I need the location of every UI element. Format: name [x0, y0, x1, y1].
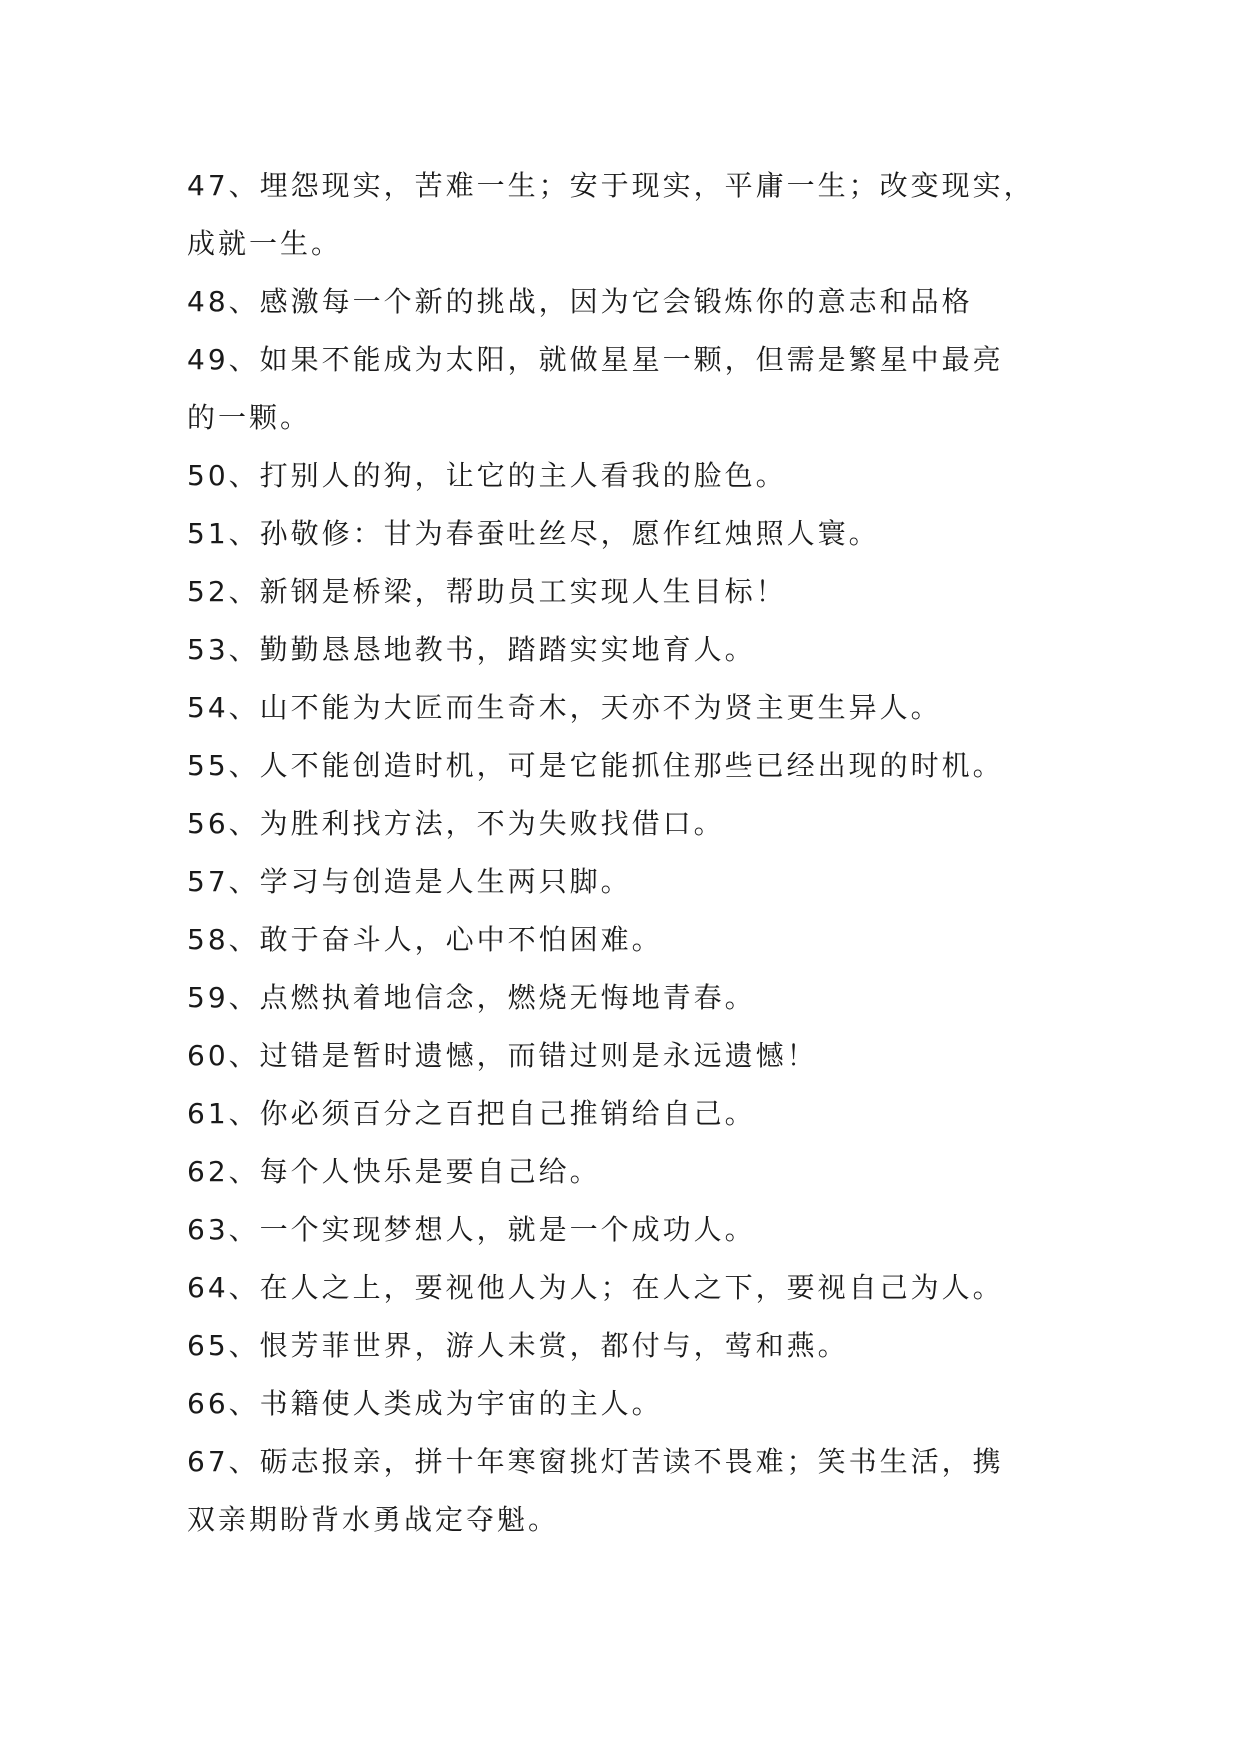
quote-line: 双亲期盼背水勇战定夺魁。 — [187, 1503, 560, 1536]
quote-line: 51、孙敬修：甘为春蚕吐丝尽，愿作红烛照人寰。 — [187, 517, 880, 550]
quote-line: 66、书籍使人类成为宇宙的主人。 — [187, 1387, 663, 1420]
quote-line: 57、学习与创造是人生两只脚。 — [187, 865, 632, 898]
quote-line: 47、埋怨现实，苦难一生；安于现实，平庸一生；改变现实， — [187, 169, 1035, 202]
quote-line: 61、你必须百分之百把自己推销给自己。 — [187, 1097, 756, 1130]
quote-line: 48、感激每一个新的挑战，因为它会锻炼你的意志和品格 — [187, 285, 973, 318]
quote-line: 62、每个人快乐是要自己给。 — [187, 1155, 601, 1188]
quote-line: 52、新钢是桥梁，帮助员工实现人生目标！ — [187, 575, 787, 608]
quote-line: 56、为胜利找方法，不为失败找借口。 — [187, 807, 725, 840]
quote-line: 55、人不能创造时机，可是它能抓住那些已经出现的时机。 — [187, 749, 1004, 782]
quote-line: 50、打别人的狗，让它的主人看我的脸色。 — [187, 459, 787, 492]
quote-line: 60、过错是暂时遗憾，而错过则是永远遗憾！ — [187, 1039, 818, 1072]
quote-line: 58、敢于奋斗人，心中不怕困难。 — [187, 923, 663, 956]
quote-line: 63、一个实现梦想人，就是一个成功人。 — [187, 1213, 756, 1246]
quote-line: 49、如果不能成为太阳，就做星星一颗，但需是繁星中最亮 — [187, 343, 1004, 376]
quote-line: 54、山不能为大匠而生奇木，天亦不为贤主更生异人。 — [187, 691, 942, 724]
quote-line: 成就一生。 — [187, 227, 343, 260]
quote-line: 65、恨芳菲世界，游人未赏，都付与，莺和燕。 — [187, 1329, 849, 1362]
quote-line: 59、点燃执着地信念，燃烧无悔地青春。 — [187, 981, 756, 1014]
quote-line: 64、在人之上，要视他人为人；在人之下，要视自己为人。 — [187, 1271, 1004, 1304]
quote-line: 的一颗。 — [187, 401, 312, 434]
quote-line: 53、勤勤恳恳地教书，踏踏实实地育人。 — [187, 633, 756, 666]
quote-line: 67、砺志报亲，拼十年寒窗挑灯苦读不畏难；笑书生活，携 — [187, 1445, 1004, 1478]
